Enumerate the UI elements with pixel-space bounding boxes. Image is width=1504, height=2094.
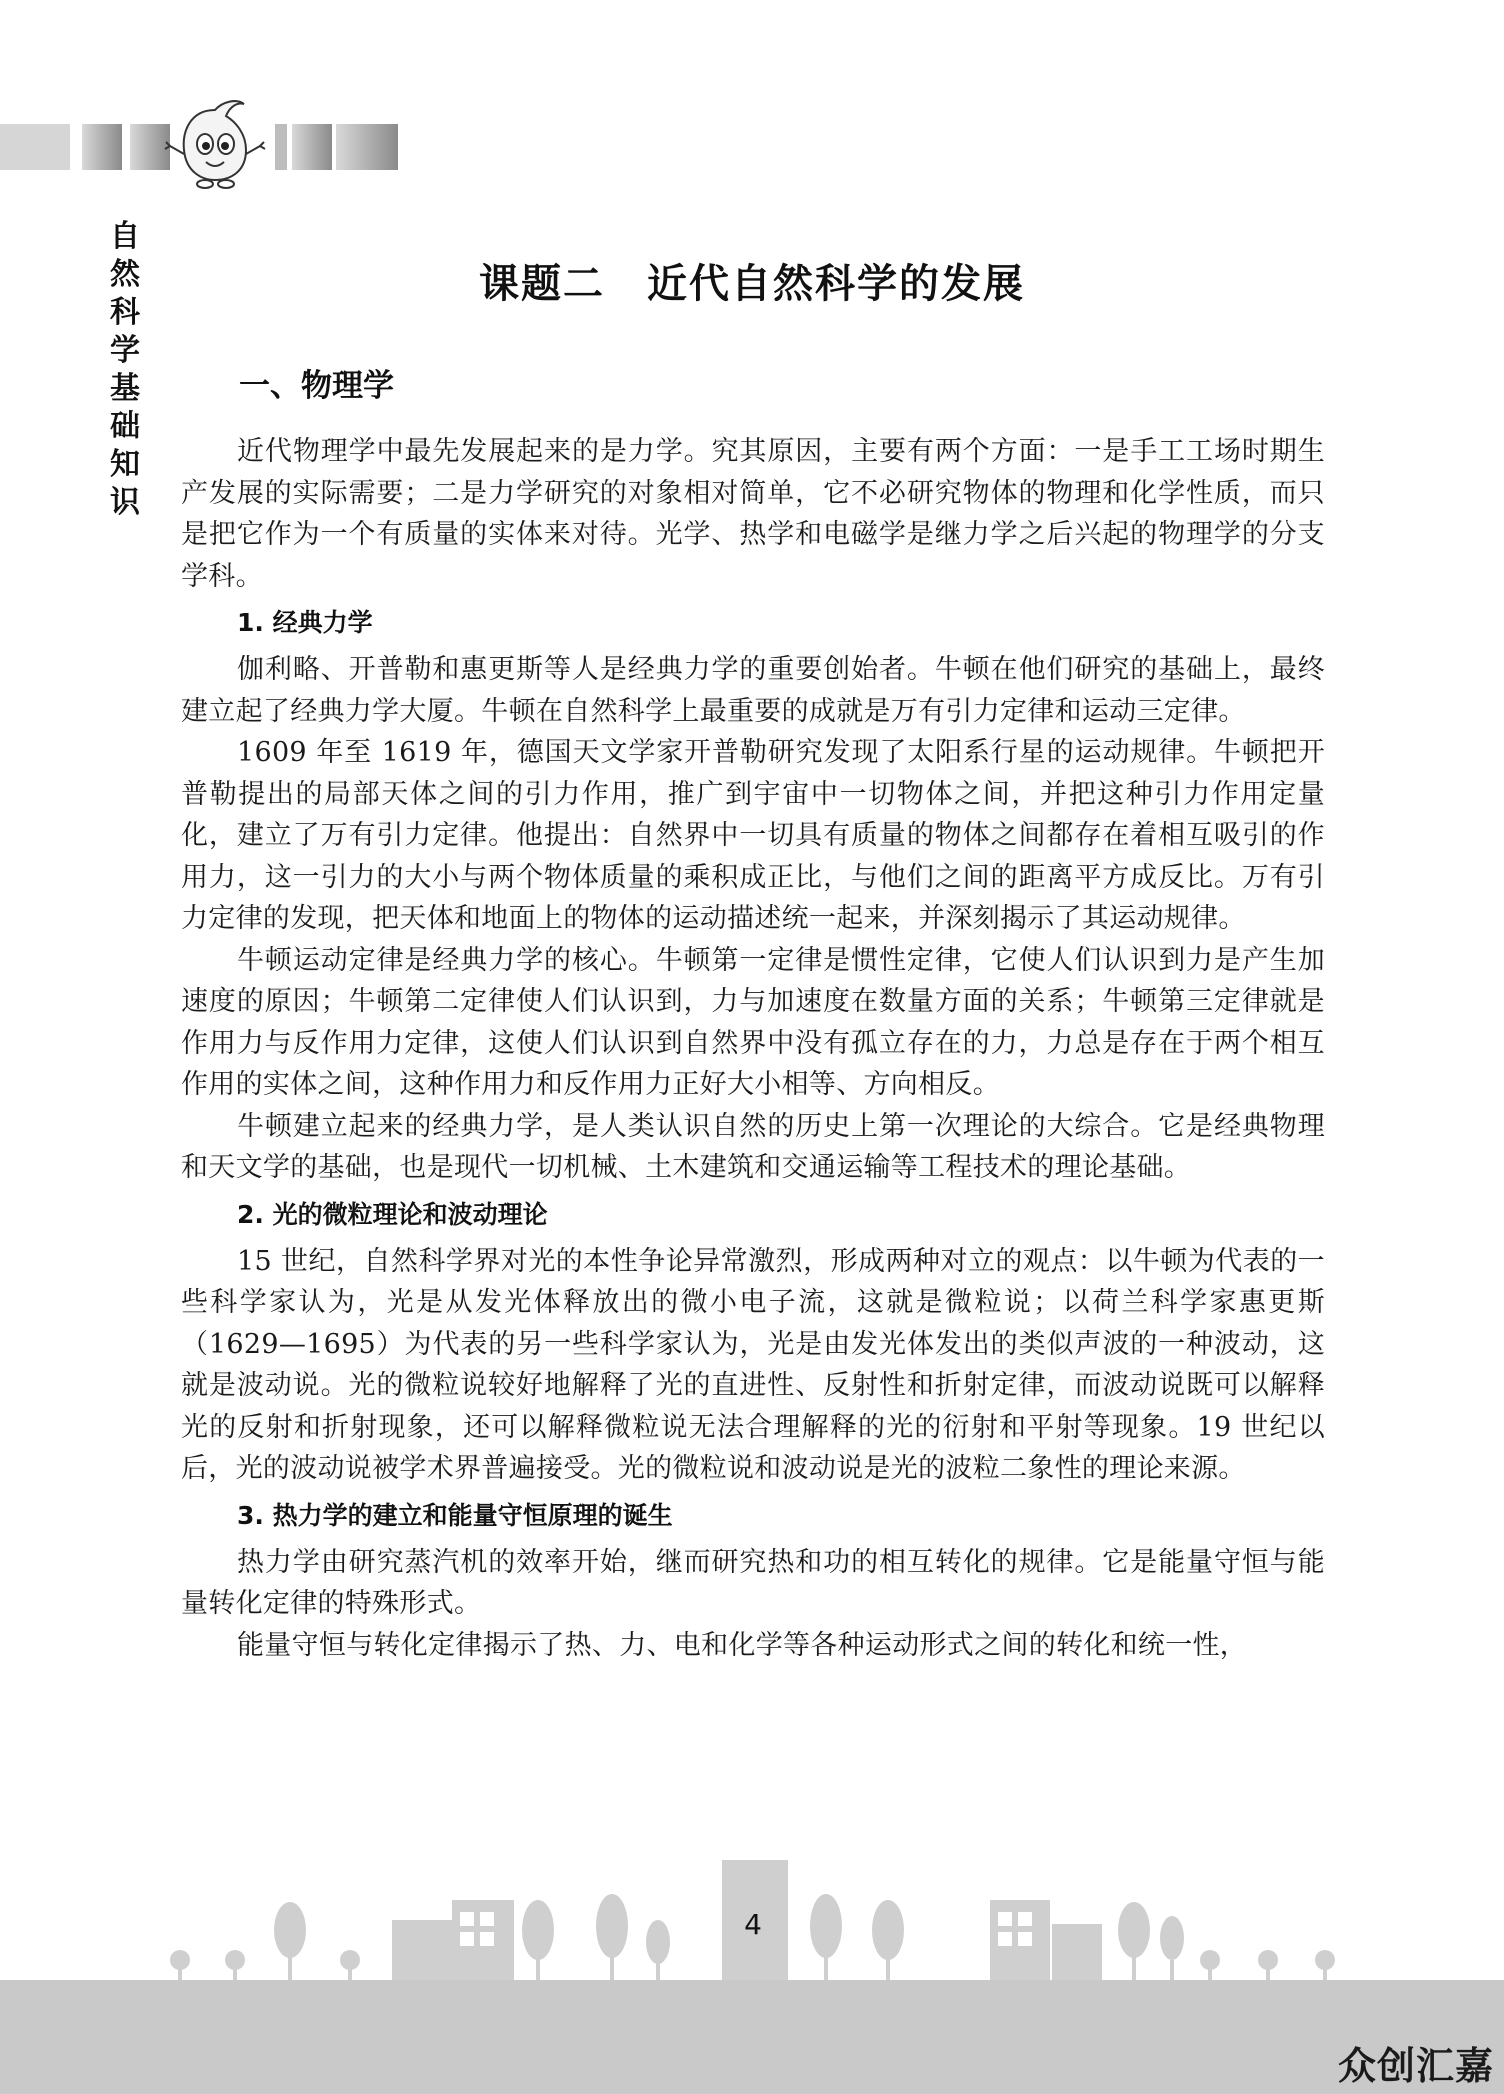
- book-title-char: 识: [110, 485, 140, 520]
- paragraph: 牛顿建立起来的经典力学，是人类认识自然的历史上第一次理论的大综合。它是经典物理和天文学的基础，也是现代一切机械、土木建筑和交通运输等工程技术的理论基础。: [181, 1110, 1325, 1183]
- section-title: 一、物理学: [239, 368, 394, 404]
- book-title-char: 知: [110, 447, 140, 482]
- paragraph: 能量守恒与转化定律揭示了热、力、电和化学等各种运动形式之间的转化和统一性，: [237, 1629, 1248, 1661]
- book-title-char: 科: [110, 295, 140, 330]
- watermark-logo: 众创汇嘉: [1337, 2044, 1494, 2088]
- subsection-title: 1. 经典力学: [237, 608, 373, 637]
- footer-cityscape: [0, 1860, 1504, 2094]
- subsection-title: 3. 热力学的建立和能量守恒原理的诞生: [237, 1500, 673, 1530]
- subsection-title: 2. 光的微粒理论和波动理论: [237, 1199, 548, 1229]
- paragraph: 牛顿运动定律是经典力学的核心。牛顿第一定律是惯性定律，它使人们认识到力是产生加速度的原因；牛顿第二定律使人们认识到，力与加速度在数量方面的关系；牛顿第三定律就是作用力与反作用力定律，这使人们认识到自然界中没有孤立存在的力，力总是存在于两个相互作用的实体之间，这种作用力和反作用力正好大小相等、方向相反。: [181, 944, 1325, 1100]
- book-title-char: 基: [110, 371, 140, 406]
- mascot-icon: [160, 92, 270, 192]
- paragraph: 伽利略、开普勒和惠更斯等人是经典力学的重要创始者。牛顿在他们研究的基础上，最终建立起了经典力学大厦。牛顿在自然科学上最重要的成就是万有引力定律和运动三定律。: [181, 654, 1325, 727]
- page-content: [181, 360, 1325, 1666]
- page-number: 4: [744, 1908, 762, 1941]
- book-title-char: 础: [110, 409, 140, 444]
- paragraph: 热力学由研究蒸汽机的效率开始，继而研究热和功的相互转化的规律。它是能量守恒与能量转化定律的特殊形式。: [181, 1546, 1325, 1619]
- intro-paragraph: 近代物理学中最先发展起来的是力学。究其原因，主要有两个方面：一是手工工场时期生产发展的实际需要；二是力学研究的对象相对简单，它不必研究物体的物理和化学性质，而只是把它作为一个有质量的实体来对待。光学、热学和电磁学是继力学之后兴起的物理学的分支学科。: [181, 436, 1325, 592]
- paragraph: 1609 年至 1619 年，德国天文学家开普勒研究发现了太阳系行星的运动规律。牛顿把开普勒提出的局部天体之间的引力作用，推广到宇宙中一切物体之间，并把这种引力作用定量化，建立了万有引力定律。他提出：自然界中一切具有质量的物体之间都存在着相互吸引的作用力，这一引力的大小与两个物体质量的乘积成正比，与他们之间的距离平方成反比。万有引力定律的发现，把天体和地面上的物体的运动描述统一起来，并深刻揭示了其运动规律。: [181, 737, 1325, 934]
- book-title-char: 然: [110, 257, 140, 292]
- chapter-title: 课题二 近代自然科学的发展: [479, 261, 1025, 307]
- book-title-char: 自: [110, 219, 140, 254]
- book-title-char: 学: [110, 333, 140, 368]
- paragraph: 15 世纪，自然科学界对光的本性争论异常激烈，形成两种对立的观点：以牛顿为代表的一些科学家认为，光是从发光体释放出的微小电子流，这就是微粒说；以荷兰科学家惠更斯（1629—1695）为代表的另一些科学家认为，光是由发光体发出的类似声波的一种波动，这就是波动说。光的微粒说较好地解释了光的直进性、反射性和折射定律，而波动说既可以解释光的反射和折射现象，还可以解释微粒说无法合理解释的光的衍射和平射等现象。19 世纪以后，光的波动说被学术界普遍接受。光的微粒说和波动说是光的波粒二象性的理论来源。: [181, 1245, 1325, 1484]
